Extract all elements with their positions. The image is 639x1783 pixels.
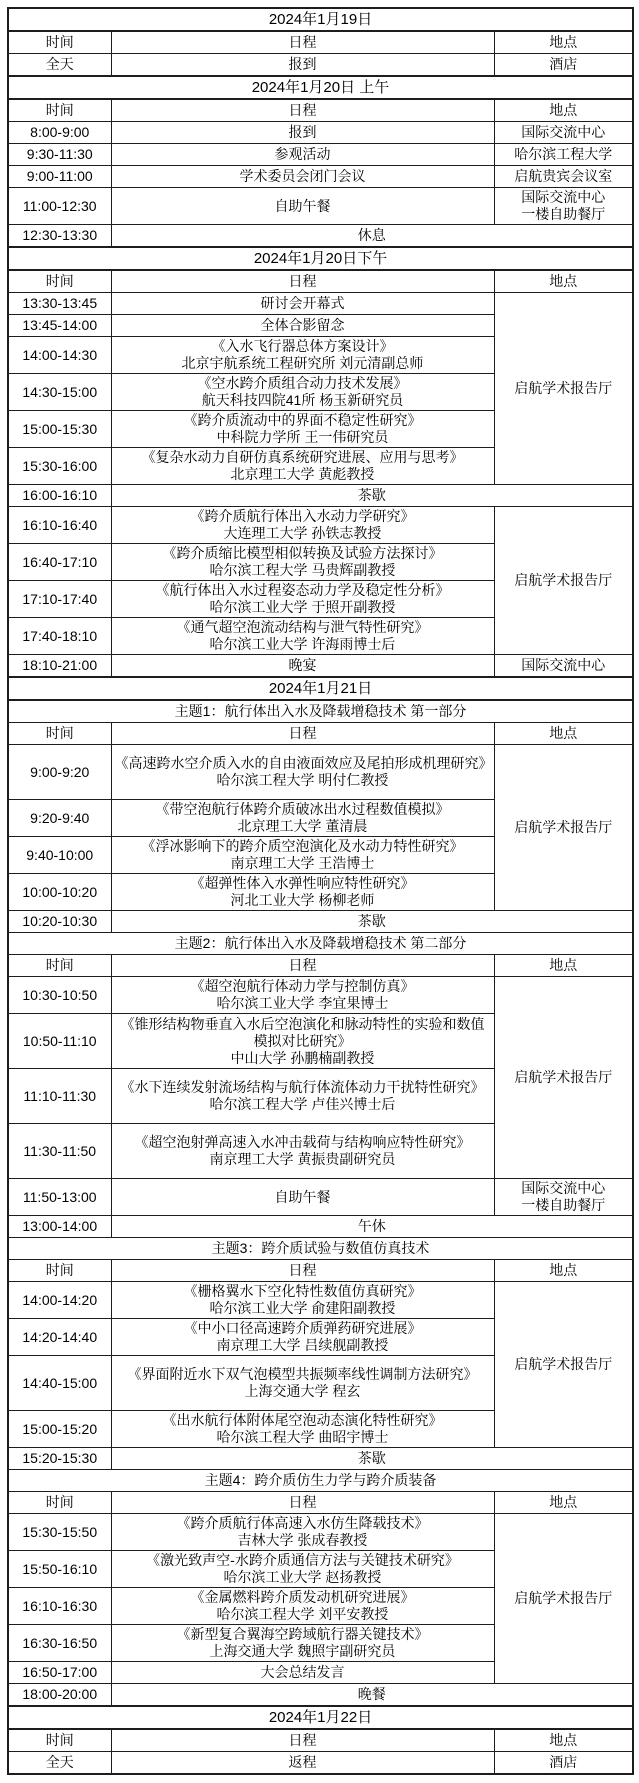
location-cell: 启航学术报告厅 — [494, 507, 633, 655]
schedule-cell — [111, 1282, 494, 1319]
schedule-cell-content — [115, 875, 491, 909]
col-location-header: 地点 — [494, 723, 633, 745]
event-row — [8, 166, 633, 188]
schedule-cell: 参观活动 — [111, 144, 494, 166]
schedule-cell-content — [115, 1357, 491, 1409]
talk-title: 《跨介质缩比模型相似转换及试验方法探讨》 — [162, 545, 443, 561]
talk-speaker: 大连理工大学 孙铁志教授 — [223, 525, 382, 541]
theme-header-row — [8, 933, 633, 955]
talk-title: 《新型复合翼海空跨域航行器关键技术》 — [176, 1626, 429, 1642]
col-time-header: 时间 — [8, 955, 111, 977]
talk-speaker: 哈尔滨工程大学 曲昭宇博士 — [216, 1429, 389, 1445]
schedule-cell-content — [115, 412, 491, 446]
location-cell: 启航学术报告厅 — [494, 977, 633, 1179]
theme-header: 主题1：航行体出入水及降载增稳技术 第一部分 — [8, 700, 633, 723]
talk-title: 《带空泡航行体跨介质破冰出水过程数值模拟》 — [155, 801, 450, 817]
time-cell: 14:30-15:00 — [8, 374, 111, 411]
col-time-header: 时间 — [8, 1729, 111, 1752]
time-cell: 10:50-11:10 — [8, 1014, 111, 1069]
schedule-cell — [111, 1625, 494, 1662]
location-cell: 启航学术报告厅 — [494, 1282, 633, 1448]
time-cell: 13:00-14:00 — [8, 1216, 111, 1238]
schedule-cell-content — [115, 1283, 491, 1317]
schedule-cell — [111, 1124, 494, 1179]
time-cell: 16:50-17:00 — [8, 1662, 111, 1684]
location-cell: 国际交流中心 — [494, 122, 633, 144]
schedule-cell — [111, 745, 494, 800]
time-cell: 10:30-10:50 — [8, 977, 111, 1014]
talk-speaker: 中山大学 孙鹏楠副教授 — [230, 1049, 375, 1066]
time-cell: 11:50-13:00 — [8, 1179, 111, 1216]
schedule-cell — [111, 1588, 494, 1625]
talk-title: 《浮冰影响下的跨介质空泡演化及水动力特性研究》 — [141, 838, 464, 854]
col-schedule-header: 日程 — [111, 31, 494, 54]
schedule-cell-content — [115, 1125, 491, 1177]
schedule-cell — [111, 618, 494, 655]
location-cell — [494, 1179, 633, 1216]
schedule-cell: 自助午餐 — [111, 1179, 494, 1216]
location-cell: 启航学术报告厅 — [494, 745, 633, 911]
talk-speaker: 南京理工大学 黄振贵副研究员 — [209, 1151, 396, 1167]
talk-title: 《金属燃料跨介质发动机研究进展》 — [190, 1589, 415, 1605]
col-location-header: 地点 — [494, 1729, 633, 1752]
schedule-cell: 学术委员会闭门会议 — [111, 166, 494, 188]
talk-title: 《超弹性体入水弹性响应特性研究》 — [190, 875, 415, 891]
schedule-cell-content — [115, 1015, 491, 1067]
event-row — [8, 1179, 633, 1216]
schedule-cell: 大会总结发言 — [111, 1662, 494, 1684]
date-header: 2024年1月21日 — [8, 677, 633, 700]
schedule-cell — [111, 1411, 494, 1448]
col-location-header: 地点 — [494, 955, 633, 977]
time-cell: 全天 — [8, 1752, 111, 1775]
schedule-cell-content — [115, 1070, 491, 1122]
time-cell: 10:00-10:20 — [8, 874, 111, 911]
time-cell: 9:30-11:30 — [8, 144, 111, 166]
schedule-cell: 报到 — [111, 54, 494, 77]
schedule-cell — [111, 837, 494, 874]
event-row — [8, 745, 633, 800]
break-cell: 茶歇 — [111, 485, 633, 507]
schedule-cell: 自助午餐 — [111, 188, 494, 225]
talk-title: 《水下连续发射流场结构与航行体流体动力干扰特性研究》 — [120, 1079, 485, 1095]
col-location-header: 地点 — [494, 31, 633, 54]
talk-title: 《超空泡射弹高速入水冲击载荷与结构响应特性研究》 — [134, 1134, 471, 1150]
talk-speaker: 哈尔滨工业大学 李宜果博士 — [216, 995, 389, 1011]
location-line: 一楼自助餐厅 — [521, 1197, 606, 1213]
time-cell: 15:30-16:00 — [8, 448, 111, 485]
schedule-cell — [111, 977, 494, 1014]
time-cell: 16:30-16:50 — [8, 1625, 111, 1662]
talk-title: 《跨介质流动中的界面不稳定性研究》 — [183, 412, 422, 428]
schedule-cell-content — [115, 619, 491, 653]
col-schedule-header: 日程 — [111, 1729, 494, 1752]
time-cell: 9:00-11:00 — [8, 166, 111, 188]
location-cell: 启航贵宾会议室 — [494, 166, 633, 188]
talk-speaker: 上海交通大学 程玄 — [244, 1383, 361, 1399]
break-cell: 晚餐 — [111, 1684, 633, 1707]
talk-title: 《高速跨水空介质入水的自由液面效应及尾拍形成机理研究》 — [114, 755, 493, 771]
schedule-cell-content — [115, 508, 491, 542]
event-row — [8, 1282, 633, 1319]
time-cell: 17:40-18:10 — [8, 618, 111, 655]
schedule-cell — [111, 411, 494, 448]
schedule-cell-content — [115, 1626, 491, 1660]
talk-speaker: 哈尔滨工业大学 赵扬教授 — [223, 1569, 382, 1585]
schedule-cell — [111, 581, 494, 618]
time-cell: 14:00-14:20 — [8, 1282, 111, 1319]
date-header: 2024年1月20日 上午 — [8, 76, 633, 99]
time-cell: 13:30-13:45 — [8, 293, 111, 315]
schedule-cell — [111, 874, 494, 911]
location-line: 国际交流中心 — [521, 1180, 606, 1196]
talk-speaker: 中科院力学所 王一伟研究员 — [216, 429, 389, 445]
schedule-cell-content — [115, 838, 491, 872]
time-cell: 11:30-11:50 — [8, 1124, 111, 1179]
conference-schedule-table — [7, 7, 634, 1775]
column-header-row — [8, 723, 633, 745]
column-header-row — [8, 955, 633, 977]
time-cell: 15:30-15:50 — [8, 1514, 111, 1551]
location-line: 一楼自助餐厅 — [521, 206, 606, 222]
time-cell: 9:00-9:20 — [8, 745, 111, 800]
break-cell: 茶歇 — [111, 911, 633, 933]
date-header: 2024年1月22日 — [8, 1706, 633, 1729]
schedule-table-body — [8, 8, 633, 1774]
date-header-row — [8, 247, 633, 270]
break-row — [8, 911, 633, 933]
location-cell: 酒店 — [494, 1752, 633, 1775]
schedule-cell — [111, 507, 494, 544]
talk-title: 《锥形结构物垂直入水后空泡演化和脉动特性的实验和数值模拟对比研究》 — [120, 1015, 485, 1049]
event-row — [8, 655, 633, 678]
col-time-header: 时间 — [8, 270, 111, 293]
time-cell: 13:45-14:00 — [8, 315, 111, 337]
talk-speaker: 哈尔滨工程大学 刘平安教授 — [216, 1606, 389, 1622]
schedule-cell-content — [115, 375, 491, 409]
event-row — [8, 122, 633, 144]
schedule-cell — [111, 1319, 494, 1356]
schedule-cell — [111, 374, 494, 411]
schedule-cell-content — [115, 545, 491, 579]
time-cell: 18:10-21:00 — [8, 655, 111, 678]
column-header-row — [8, 99, 633, 122]
talk-title: 《中小口径高速跨介质弹药研究进展》 — [183, 1320, 422, 1336]
event-row — [8, 144, 633, 166]
talk-title: 《超空泡航行体动力学与控制仿真》 — [190, 978, 415, 994]
schedule-cell-content — [115, 1412, 491, 1446]
col-location-header: 地点 — [494, 99, 633, 122]
theme-header: 主题4：跨介质仿生力学与跨介质装备 — [8, 1470, 633, 1492]
col-time-header: 时间 — [8, 99, 111, 122]
schedule-cell — [111, 337, 494, 374]
col-time-header: 时间 — [8, 1260, 111, 1282]
date-header-row — [8, 1706, 633, 1729]
time-cell: 9:40-10:00 — [8, 837, 111, 874]
time-cell: 11:00-12:30 — [8, 188, 111, 225]
schedule-cell: 晚宴 — [111, 655, 494, 678]
schedule-cell-content — [115, 1552, 491, 1586]
col-location-header: 地点 — [494, 270, 633, 293]
talk-speaker: 吉林大学 张成春教授 — [237, 1532, 368, 1548]
talk-title: 《激光致声空-水跨介质通信方法与关键技术研究》 — [146, 1552, 459, 1568]
talk-title: 《复杂水动力自研仿真系统研究进展、应用与思考》 — [141, 449, 464, 465]
schedule-cell-content — [115, 582, 491, 616]
col-schedule-header: 日程 — [111, 99, 494, 122]
time-cell: 10:20-10:30 — [8, 911, 111, 933]
col-schedule-header: 日程 — [111, 955, 494, 977]
break-row — [8, 485, 633, 507]
column-header-row — [8, 1260, 633, 1282]
event-row — [8, 977, 633, 1014]
event-row — [8, 1752, 633, 1775]
time-cell: 16:40-17:10 — [8, 544, 111, 581]
column-header-row — [8, 1492, 633, 1514]
talk-title: 《航行体出入水过程姿态动力学及稳定性分析》 — [155, 582, 450, 598]
talk-speaker: 北京理工大学 董清晨 — [237, 818, 368, 834]
theme-header-row — [8, 700, 633, 723]
break-row — [8, 1684, 633, 1707]
col-schedule-header: 日程 — [111, 723, 494, 745]
break-row — [8, 1216, 633, 1238]
schedule-cell-content — [115, 449, 491, 483]
location-cell: 国际交流中心 — [494, 655, 633, 678]
date-header: 2024年1月19日 — [8, 8, 633, 31]
talk-title: 《界面附近水下双气泡模型共振频率线性调制方法研究》 — [127, 1366, 478, 1382]
schedule-cell — [111, 1014, 494, 1069]
event-row — [8, 293, 633, 315]
break-cell: 茶歇 — [111, 1448, 633, 1470]
time-cell: 15:20-15:30 — [8, 1448, 111, 1470]
location-cell-content — [498, 189, 630, 223]
talk-speaker: 哈尔滨工业大学 许海雨博士后 — [209, 636, 396, 652]
time-cell: 11:10-11:30 — [8, 1069, 111, 1124]
date-header-row — [8, 8, 633, 31]
time-cell: 16:10-16:30 — [8, 1588, 111, 1625]
col-time-header: 时间 — [8, 1492, 111, 1514]
event-row — [8, 507, 633, 544]
talk-speaker: 南京理工大学 吕续舰副教授 — [216, 1337, 389, 1353]
time-cell: 16:10-16:40 — [8, 507, 111, 544]
col-location-header: 地点 — [494, 1492, 633, 1514]
time-cell: 14:20-14:40 — [8, 1319, 111, 1356]
talk-speaker: 哈尔滨工程大学 马贵辉副教授 — [209, 562, 396, 578]
date-header-row — [8, 677, 633, 700]
talk-title: 《跨介质航行体出入水动力学研究》 — [190, 508, 415, 524]
location-cell-content — [498, 1180, 630, 1214]
talk-title: 《入水飞行器总体方案设计》 — [211, 338, 394, 354]
col-location-header: 地点 — [494, 1260, 633, 1282]
break-cell: 休息 — [111, 225, 633, 248]
location-cell: 启航学术报告厅 — [494, 1514, 633, 1684]
break-cell: 午休 — [111, 1216, 633, 1238]
location-cell: 启航学术报告厅 — [494, 293, 633, 485]
time-cell: 全天 — [8, 54, 111, 77]
location-line: 国际交流中心 — [521, 189, 606, 205]
theme-header: 主题2：航行体出入水及降载增稳技术 第二部分 — [8, 933, 633, 955]
time-cell: 14:40-15:00 — [8, 1356, 111, 1411]
schedule-cell — [111, 1551, 494, 1588]
talk-title: 《跨介质航行体高速入水仿生降载技术》 — [176, 1515, 429, 1531]
column-header-row — [8, 1729, 633, 1752]
column-header-row — [8, 270, 633, 293]
talk-title: 《栅格翼水下空化特性数值仿真研究》 — [183, 1283, 422, 1299]
schedule-cell-content — [115, 801, 491, 835]
schedule-cell-content — [115, 746, 491, 798]
talk-speaker: 北京理工大学 黄彪教授 — [230, 466, 375, 482]
time-cell: 15:00-15:30 — [8, 411, 111, 448]
time-cell: 8:00-9:00 — [8, 122, 111, 144]
theme-header: 主题3：跨介质试验与数值仿真技术 — [8, 1238, 633, 1260]
time-cell: 15:00-15:20 — [8, 1411, 111, 1448]
location-cell: 酒店 — [494, 54, 633, 77]
col-schedule-header: 日程 — [111, 1260, 494, 1282]
schedule-cell: 全体合影留念 — [111, 315, 494, 337]
theme-header-row — [8, 1470, 633, 1492]
time-cell: 17:10-17:40 — [8, 581, 111, 618]
schedule-cell — [111, 1514, 494, 1551]
time-cell: 14:00-14:30 — [8, 337, 111, 374]
break-row — [8, 225, 633, 248]
break-row — [8, 1448, 633, 1470]
talk-title: 《通气超空泡流动结构与泄气特性研究》 — [176, 619, 429, 635]
schedule-cell — [111, 1356, 494, 1411]
location-cell — [494, 188, 633, 225]
schedule-cell-content — [115, 978, 491, 1012]
col-time-header: 时间 — [8, 31, 111, 54]
talk-speaker: 北京宇航系统工程研究所 刘元清副总师 — [181, 355, 424, 371]
time-cell: 12:30-13:30 — [8, 225, 111, 248]
talk-speaker: 航天科技四院41所 杨玉新研究员 — [201, 392, 404, 408]
schedule-cell-content — [115, 338, 491, 372]
time-cell: 18:00-20:00 — [8, 1684, 111, 1707]
talk-speaker: 南京理工大学 王浩博士 — [230, 855, 375, 871]
event-row — [8, 54, 633, 77]
talk-title: 《出水航行体附体尾空泡动态演化特性研究》 — [162, 1412, 443, 1428]
talk-speaker: 哈尔滨工业大学 于照开副教授 — [209, 599, 396, 615]
col-time-header: 时间 — [8, 723, 111, 745]
date-header: 2024年1月20日下午 — [8, 247, 633, 270]
event-row — [8, 188, 633, 225]
theme-header-row — [8, 1238, 633, 1260]
schedule-cell — [111, 800, 494, 837]
schedule-cell: 返程 — [111, 1752, 494, 1775]
schedule-cell-content — [115, 1515, 491, 1549]
talk-speaker: 哈尔滨工程大学 明付仁教授 — [216, 772, 389, 788]
column-header-row — [8, 31, 633, 54]
schedule-cell: 报到 — [111, 122, 494, 144]
talk-title: 《空水跨介质组合动力技术发展》 — [197, 375, 408, 391]
talk-speaker: 河北工业大学 杨柳老师 — [230, 892, 375, 908]
schedule-cell — [111, 1069, 494, 1124]
date-header-row — [8, 76, 633, 99]
schedule-cell-content — [115, 1589, 491, 1623]
time-cell: 16:00-16:10 — [8, 485, 111, 507]
talk-speaker: 上海交通大学 魏照宇副研究员 — [209, 1643, 396, 1659]
location-cell: 哈尔滨工程大学 — [494, 144, 633, 166]
talk-speaker: 哈尔滨工业大学 俞建阳副教授 — [209, 1300, 396, 1316]
event-row — [8, 1514, 633, 1551]
time-cell: 9:20-9:40 — [8, 800, 111, 837]
col-schedule-header: 日程 — [111, 1492, 494, 1514]
talk-speaker: 哈尔滨工程大学 卢佳兴博士后 — [209, 1096, 396, 1112]
schedule-cell — [111, 448, 494, 485]
col-schedule-header: 日程 — [111, 270, 494, 293]
time-cell: 15:50-16:10 — [8, 1551, 111, 1588]
schedule-cell — [111, 544, 494, 581]
schedule-cell: 研讨会开幕式 — [111, 293, 494, 315]
schedule-cell-content — [115, 1320, 491, 1354]
